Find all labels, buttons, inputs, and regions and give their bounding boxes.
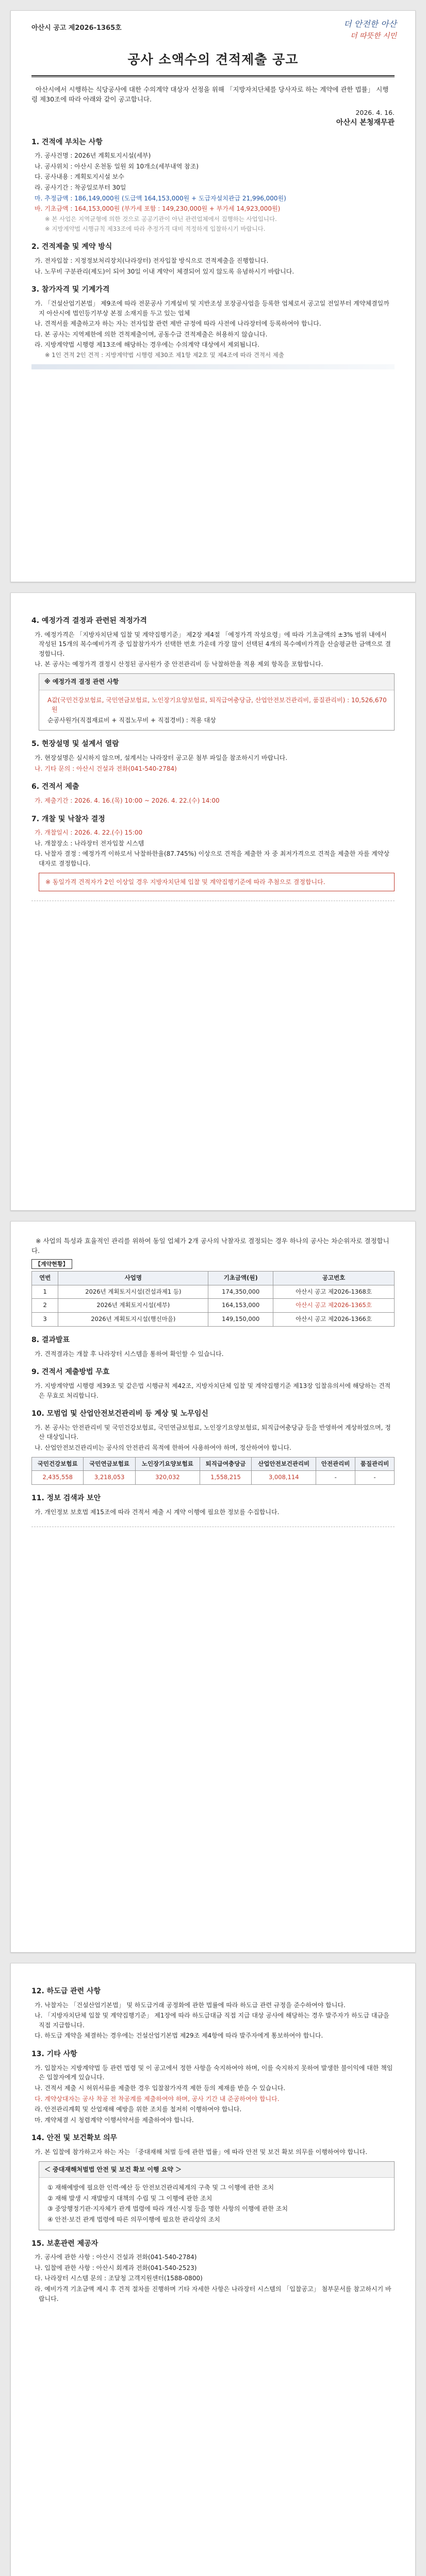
list-item: 가. 낙찰자는 「건설산업기본법」 및 하도급거래 공정화에 관한 법률에 따라 하도급 관련 규정을 준수하여야 합니다. (35, 2001, 346, 2009)
list-item: 가. 개찰일시 : 2026. 4. 22.(수) 15:00 (35, 829, 143, 837)
list-item: 가. 입찰자는 지방계약법 등 관련 법령 및 이 공고에서 정한 사항을 숙지하여야 하며, 이를 숙지하지 못하여 발생한 불이익에 대한 책임은 입찰자에게 있습니다. (35, 2064, 393, 2081)
page-4 (10, 1963, 416, 2576)
page-2 (10, 592, 416, 1211)
section-title: 15. 보훈관련 제공자 (31, 2239, 99, 2248)
list-item: 나. 견적서 제출 시 허위서류를 제출한 경우 입찰참가자격 제한 등의 제재를 받을 수 있습니다. (35, 2084, 286, 2092)
table-header: 공고번호 (273, 1271, 395, 1285)
list-item: 가. 「건설산업기본법」 제9조에 따라 전문공사 기계설비 및 지반조성 포장공사업을 등록한 업체로서 공고일 전일부터 계약체결일까지 아산시에 법인등기부상 본점 소재지를 두고 있는 업체 (35, 300, 389, 317)
page-3 (10, 1221, 416, 1953)
info-box-title: ＜ 중대재해처벌법 안전 및 보건 확보 이행 요약 ＞ (39, 2162, 394, 2178)
table-header: 연번 (32, 1271, 58, 1285)
list-item: 가. 지방계약법 시행령 제39조 및 같은법 시행규칙 제42조, 지방자치단체 입찰 및 계약집행기준 제13장 입찰유의서에 해당하는 견적은 무효로 처리합니다. (35, 1382, 391, 1399)
page-1 (10, 10, 416, 582)
info-box (39, 673, 395, 731)
list-item: 다. 낙찰자 결정 : 예정가격 이하로서 낙찰하한율(87.745%) 이상으로 견적을 제출한 자 중 최저가격으로 견적을 제출한 자를 계약상대자로 결정합니다. (35, 850, 390, 868)
list-item: 바. 기초금액 : 164,153,000원 (부가세 포함 : 149,230,000원 + 부가세 14,923,000원) (35, 205, 281, 213)
list-item: 라. 예비가격 기초금액 제시 후 견적 절차를 진행하며 기타 자세한 사항은 나라장터 시스템의 「입찰공고」 첨부문서를 참고하시기 바랍니다. (35, 2285, 391, 2302)
list-item: 마. 계약체결 시 청렴계약 이행서약서를 제출하여야 합니다. (35, 2116, 194, 2124)
info-line: A값(국민건강보험료, 국민연금보험료, 노인장기요양보험료, 퇴직급여충당금, 산업안전보건관리비, 품질관리비) : 10,526,670원 (47, 696, 387, 714)
list-item: 나. 기타 문의 : 아산시 건설과 전화(041-540-2784) (35, 765, 177, 772)
section-title: 14. 안전 및 보건확보 의무 (31, 2134, 118, 2143)
table-row: 1 2026년 계획토지시설(건설과제1 등) 174,350,000 아산시 공고 제2026-1368호 (32, 1285, 395, 1299)
list-item: 나. 본 공사는 예정가격 결정시 산정된 공사원가 중 안전관리비 등 낙찰하한율 적용 제외 항목을 포함합니다. (35, 660, 323, 668)
list-item: 가. 공사건명 : 2026년 계획토지시설(세부) (35, 152, 151, 160)
list-item: 가. 전자입찰 : 지정정보처리장치(나라장터) 전자입찰 방식으로 견적제출을 진행합니다. (35, 257, 269, 265)
table-tag: 【계약현황】 (31, 1259, 72, 1269)
section-title: 4. 예정가격 결정과 관련된 적정가격 (31, 617, 147, 625)
section-title: 11. 정보 검색과 보안 (31, 1494, 101, 1503)
document-title: 공사 소액수의 견적제출 공고 (127, 52, 299, 67)
info-line: ① 재해예방에 필요한 인력·예산 등 안전보건관리체계의 구축 및 그 이행에 관한 조치 (47, 2184, 274, 2192)
table-header: 기초금액(원) (208, 1271, 273, 1285)
contract-table (31, 1271, 395, 1327)
title-rule (31, 75, 395, 77)
table-row: 2,435,558 3,218,053 320,032 1,558,215 3,008,114 - - (32, 1471, 395, 1485)
list-item: 가. 현장설명은 실시하지 않으며, 설계서는 나라장터 공고문 첨부 파일을 참조하시기 바랍니다. (35, 754, 288, 762)
table-header: 사업명 (58, 1271, 208, 1285)
note: ※ 본 사업은 지역균형에 의한 것으로 공공기관이 아닌 관련업체에서 집행하는 사업입니다. (45, 215, 277, 223)
list-item: 다. 공사내용 : 계획토지시설 보수 (35, 173, 124, 181)
list-item: 나. 공사위치 : 아산시 온천동 일원 외 10개소(세부내역 참조) (35, 162, 199, 170)
intro-paragraph: 아산시에서 시행하는 식당공사에 대한 수의계약 대상자 선정을 위해 「지방자치단체를 당사자로 하는 계약에 관한 법률」 시행령 제30조에 따라 아래와 같이 공고합니다. (31, 85, 389, 104)
issuer: 아산시 본청재무관 (336, 118, 395, 127)
list-item: 가. 예정가격은 「지방자치단체 입찰 및 계약집행기준」 제2장 제4절 「예정가격 작성요령」에 따라 기초금액의 ±3% 범위 내에서 작성된 15개의 복수예비가격 중 입찰참가자가 선택한 번호 가운데 가장 많이 선택된 4개의 복수예비가격을 산술평균한 금액으로 결정합니다. (35, 631, 391, 657)
list-item: 마. 추정금액 : 186,149,000원 (도급액 164,153,000원 + 도급자설치관급 21,996,000원) (35, 194, 286, 202)
info-box-title: ※ 예정가격 결정 관련 사항 (39, 674, 394, 690)
list-item: 나. 산업안전보건관리비는 공사의 안전관리 목적에 한하여 사용하여야 하며, 정산하여야 합니다. (35, 1444, 291, 1452)
list-item: 가. 본 입찰에 참가하고자 하는 자는 「중대재해 처벌 등에 관한 법률」에 따라 안전 및 보건 확보 의무를 이행하여야 합니다. (35, 2148, 368, 2156)
table-row: 3 2026년 계획토지시설(행신마을) 149,150,000 아산시 공고 제2026-1366호 (32, 1313, 395, 1327)
note: ※ 지방계약법 시행규칙 제33조에 따라 추정가격 대비 적정하게 입찰하시기 바랍니다. (45, 225, 266, 232)
list-item: 가. 공사에 관한 사항 : 아산시 건설과 전화(041-540-2784) (35, 2253, 197, 2261)
section-title: 7. 개찰 및 낙찰자 결정 (31, 815, 105, 823)
section-title: 3. 참가자격 및 기계가격 (31, 285, 110, 294)
info-line: ④ 안전·보건 관계 법령에 따른 의무이행에 필요한 관리상의 조치 (47, 2215, 220, 2223)
info-box (39, 2161, 395, 2230)
section-title: 13. 기타 사항 (31, 2050, 77, 2059)
info-line: ③ 중앙행정기관·지자체가 관계 법령에 따라 개선·시정 등을 명한 사항의 이행에 관한 조치 (47, 2205, 288, 2213)
list-item: 가. 견적결과는 개찰 후 나라장터 시스템을 통하여 확인할 수 있습니다. (35, 1350, 224, 1358)
section-title: 12. 하도급 관련 사항 (31, 1987, 101, 1995)
list-item: 라. 안전관리계획 및 산업재해 예방을 위한 조치를 철저히 이행하여야 합니다. (35, 2106, 242, 2113)
table-row: 2 2026년 계획토지시설(세부) 164,153,000 아산시 공고 제2026-1365호 (32, 1299, 395, 1313)
list-item: 가. 개인정보 보호법 제15조에 따라 견적서 제출 시 계약 이행에 필요한 정보를 수집합니다. (35, 1508, 280, 1516)
list-item: 나. 「지방자치단체 입찰 및 계약집행기준」 제1장에 따라 하도급대금 직접 지급 대상 공사에 해당하는 경우 발주자가 하도급 대금을 직접 지급합니다. (35, 2012, 389, 2029)
list-item: 가. 본 공사는 안전관리비 및 국민건강보험료, 국민연금보험료, 노인장기요양보험료, 퇴직급여충당금 등을 반영하여 계상하였으며, 정산 대상입니다. (35, 1423, 391, 1441)
section-title: 2. 견적제출 및 계약 방식 (31, 243, 112, 251)
city-logo: 더 안전한 아산 더 따뜻한 시민 (343, 19, 397, 40)
info-line: 순공사원가(직접재료비 + 직접노무비 + 직접경비) : 적용 대상 (47, 716, 216, 724)
notice-number: 아산시 공고 제2026-1365호 (31, 24, 122, 32)
list-item: 라. 지방계약법 시행령 제13조에 해당하는 경우에는 수의계약 대상에서 제외됩니다. (35, 341, 259, 349)
section-title: 1. 견적에 부치는 사항 (31, 138, 103, 146)
list-item: 다. 본 공사는 지역제한에 의한 견적제출이며, 공동수급 견적제출은 허용하지 않습니다. (35, 330, 268, 338)
list-item: 나. 입찰에 관한 사항 : 아산시 회계과 전화(041-540-2523) (35, 2264, 197, 2272)
section-title: 9. 견적서 제출방법 무효 (31, 1368, 110, 1377)
section-title: 6. 견적서 제출 (31, 783, 79, 791)
list-item: 나. 견적서를 제출하고자 하는 자는 전자입찰 관련 제반 규정에 따라 사전에 나라장터에 등록하여야 합니다. (35, 320, 321, 328)
list-item: 나. 개찰장소 : 나라장터 전자입찰 시스템 (35, 839, 144, 847)
list-item: 가. 제출기간 : 2026. 4. 16.(목) 10:00 ~ 2026. 4. 22.(수) 14:00 (35, 797, 220, 804)
list-item: 다. 하도급 계약을 체결하는 경우에는 건설산업기본법 제29조 제4항에 따라 발주자에게 통보하여야 합니다. (35, 2032, 323, 2040)
list-item: 다. 계약상대자는 공사 착공 전 착공계를 제출하여야 하며, 공사 기간 내 준공하여야 합니다. (35, 2095, 280, 2103)
notice-date: 2026. 4. 16. (355, 108, 395, 116)
list-item: 나. 노무비 구분관리(제도)이 되어 30일 이내 계약이 체결되어 있지 않도록 유념하시기 바랍니다. (35, 267, 294, 275)
section-title: 5. 현장설명 및 설계서 열람 (31, 740, 119, 749)
warning-box: ※ 동일가격 견적자가 2인 이상일 경우 지방자치단체 입찰 및 계약집행기준에 따라 추첨으로 결정합니다. (39, 873, 395, 892)
note: ※ 1인 견적 2인 견적 : 지방계약법 시행령 제30조 제1항 제2호 및 제4조에 따라 견적서 제출 (45, 351, 284, 359)
list-item: 라. 공사기간 : 착공일로부터 30일 (35, 184, 126, 192)
section-title: 10. 모범업 및 산업안전보건관리비 등 계상 및 노무임신 (31, 1410, 208, 1418)
contract-intro: ※ 사업의 특성과 효율적인 관리를 위하여 동일 업체가 2개 공사의 낙찰자로 결정되는 경우 하나의 공사는 차순위자로 결정합니다. (31, 1237, 389, 1255)
info-line: ② 재해 발생 시 재발방지 대책의 수립 및 그 이행에 관한 조치 (47, 2194, 212, 2202)
list-item: 다. 나라장터 시스템 문의 : 조달청 고객지원센터(1588-0800) (35, 2275, 203, 2282)
divider (31, 364, 395, 369)
cost-table: 국민건강보험료 국민연금보험료 노인장기요양보험료 퇴직급여충당금 산업안전보건관리비 안전관리비 품질관리비 2,435,558 3,218,053 320,032 1,558,215 3,008,114 - - (31, 1457, 395, 1485)
section-title: 8. 결과발표 (31, 1336, 70, 1345)
